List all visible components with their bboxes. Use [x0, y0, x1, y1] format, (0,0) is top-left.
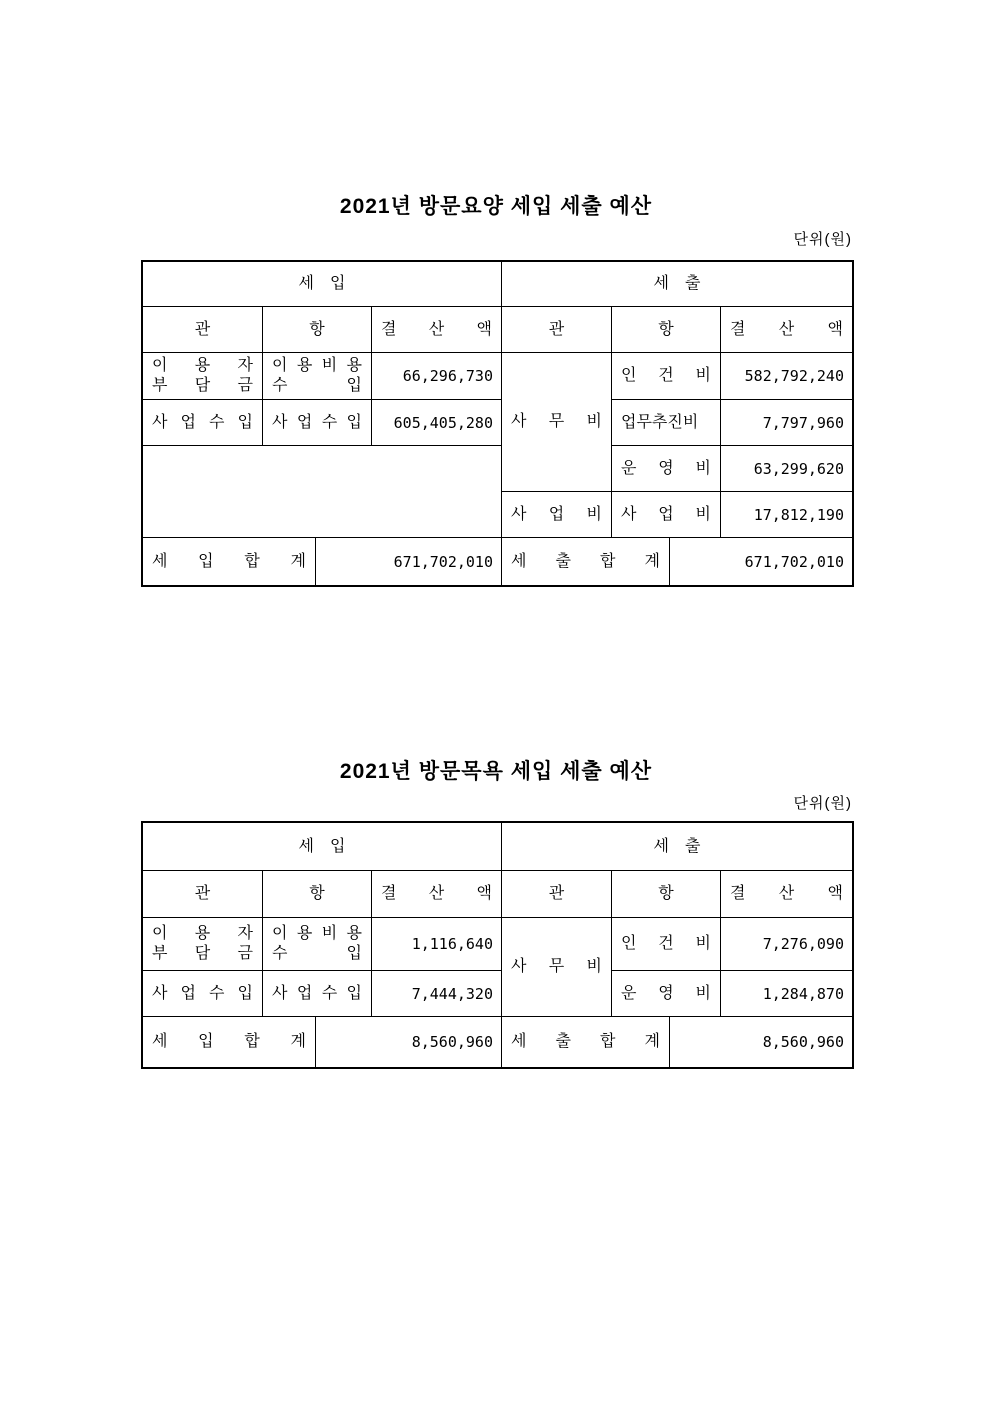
totals-row — [143, 538, 852, 585]
table-grid — [143, 262, 852, 538]
col-header-hang: 항 — [612, 307, 721, 353]
expense-section-header: 세 출 — [502, 262, 852, 307]
expense-amount-cell: 63,299,620 — [721, 446, 852, 492]
income-section-header: 세 입 — [143, 262, 502, 307]
expense-hang-cell: 인 건 비 — [612, 353, 721, 400]
income-total-amount: 671,702,010 — [316, 538, 502, 585]
expense-total-amount: 8,560,960 — [762, 1033, 844, 1051]
expense-amount-cell: 17,812,190 — [721, 492, 852, 538]
income-gwan-cell: 사 업 수 입 — [143, 971, 263, 1017]
expense-amount-cell: 1,284,870 — [721, 971, 852, 1017]
income-total-label: 세 입 합 계 — [143, 1017, 316, 1067]
expense-amount-cell: 7,797,960 — [721, 400, 852, 446]
col-header-amount: 결 산 액 — [372, 307, 502, 353]
expense-gwan-cell: 사 무 비 — [502, 918, 612, 1017]
col-header-amount: 결 산 액 — [721, 307, 852, 353]
document-title-visiting-bath: 2021년 방문목욕 세입 세출 예산 — [339, 760, 653, 783]
expense-total-amount: 671,702,010 — [744, 552, 844, 571]
expense-total-label: 세 출 합 계 — [502, 1017, 670, 1067]
col-header-amount: 결 산 액 — [372, 871, 502, 918]
col-header-hang: 항 — [263, 307, 372, 353]
income-total-label: 세 입 합 계 — [143, 538, 316, 585]
income-gwan-cell: 이 용 자 부 담 금 — [143, 918, 263, 971]
income-total-amount: 8,560,960 — [316, 1017, 502, 1067]
budget-table-visiting-bath — [141, 821, 854, 1069]
income-amount-cell: 605,405,280 — [372, 400, 502, 446]
income-hang-cell: 사 업 수 입 — [263, 971, 372, 1017]
unit-label: 단위(원) — [793, 795, 852, 812]
expense-hang-cell: 사 업 비 — [612, 492, 721, 538]
income-gwan-cell: 이 용 자 부 담 금 — [143, 353, 263, 400]
col-header-gwan: 관 — [143, 307, 263, 353]
col-header-amount: 결 산 액 — [721, 871, 852, 918]
expense-hang-cell: 인 건 비 — [612, 918, 721, 971]
expense-section-header: 세 출 — [502, 823, 852, 871]
income-amount-cell: 7,444,320 — [372, 971, 502, 1017]
budget-table-visiting-care — [141, 260, 854, 587]
income-hang-cell: 이 용 비 용 수 입 — [263, 353, 372, 400]
income-amount-cell: 1,116,640 — [372, 918, 502, 971]
expense-hang-cell: 운 영 비 — [612, 446, 721, 492]
expense-amount-cell: 7,276,090 — [721, 918, 852, 971]
col-header-gwan: 관 — [143, 871, 263, 918]
col-header-hang: 항 — [612, 871, 721, 918]
expense-hang-cell: 업무추진비 — [612, 400, 721, 446]
col-header-gwan: 관 — [502, 307, 612, 353]
income-empty-cell — [143, 446, 502, 538]
income-gwan-cell: 사 업 수 입 — [143, 400, 263, 446]
income-hang-cell: 사 업 수 입 — [263, 400, 372, 446]
document-title-visiting-care: 2021년 방문요양 세입 세출 예산 — [339, 195, 653, 218]
expense-hang-cell: 운 영 비 — [612, 971, 721, 1017]
totals-row — [143, 1017, 852, 1067]
unit-label: 단위(원) — [793, 231, 852, 248]
expense-amount-cell: 582,792,240 — [721, 353, 852, 400]
expense-gwan-cell: 사 업 비 — [502, 492, 612, 538]
col-header-hang: 항 — [263, 871, 372, 918]
income-amount-cell: 66,296,730 — [372, 353, 502, 400]
income-hang-cell: 이 용 비 용 수 입 — [263, 918, 372, 971]
table-grid — [143, 823, 852, 1017]
col-header-gwan: 관 — [502, 871, 612, 918]
expense-gwan-cell: 사 무 비 — [502, 353, 612, 492]
income-section-header: 세 입 — [143, 823, 502, 871]
expense-total-label: 세 출 합 계 — [502, 538, 670, 585]
